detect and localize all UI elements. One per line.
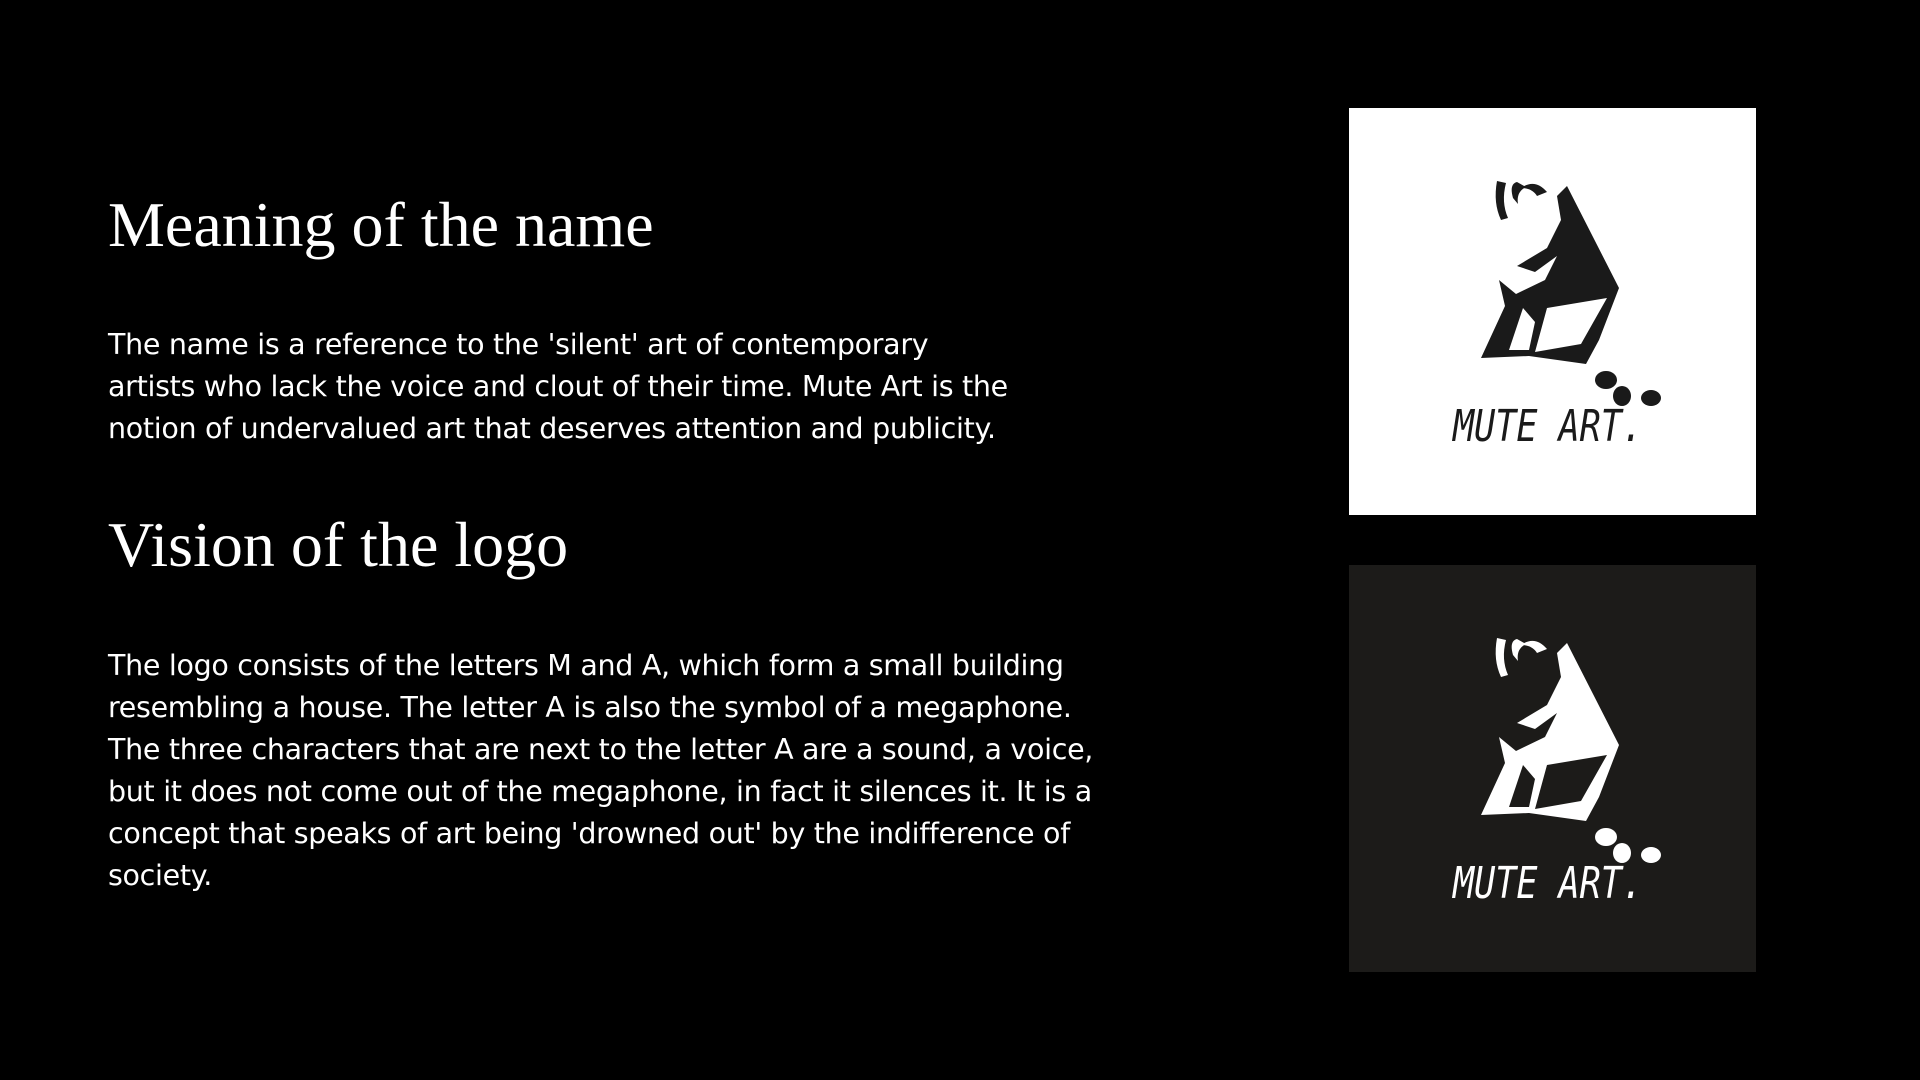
paragraph-line: The logo consists of the letters M and A, which form a small building: [108, 649, 1064, 682]
logo-wordmark: MUTE ART.: [1451, 858, 1643, 909]
logo-wordmark: MUTE ART.: [1451, 401, 1643, 452]
paragraph-line: concept that speaks of art being 'drowned out' by the indifference of: [108, 817, 1070, 850]
paragraph-line: notion of undervalued art that deserves attention and publicity.: [108, 412, 996, 445]
paragraph-line: but it does not come out of the megaphone, in fact it silences it. It is a: [108, 775, 1092, 808]
paragraph-vision-of-logo: [108, 645, 1093, 897]
heading-vision-of-logo: Vision of the logo: [108, 509, 569, 580]
paragraph-line: The three characters that are next to the letter A are a sound, a voice,: [108, 733, 1094, 766]
heading-meaning-of-name: Meaning of the name: [108, 189, 654, 260]
paragraph-line: resembling a house. The letter A is also the symbol of a megaphone.: [108, 691, 1072, 724]
paragraph-line: society.: [108, 859, 213, 892]
logo-card-dark: [1349, 565, 1756, 972]
paragraph-line: artists who lack the voice and clout of their time. Mute Art is the: [108, 370, 1008, 403]
paragraph-line: The name is a reference to the 'silent' art of contemporary: [108, 328, 929, 361]
mute-art-logo-icon: [1349, 108, 1756, 515]
logo-card-light: [1349, 108, 1756, 515]
mute-art-logo-icon: [1349, 565, 1756, 972]
paragraph-meaning-of-name: [108, 324, 1008, 450]
